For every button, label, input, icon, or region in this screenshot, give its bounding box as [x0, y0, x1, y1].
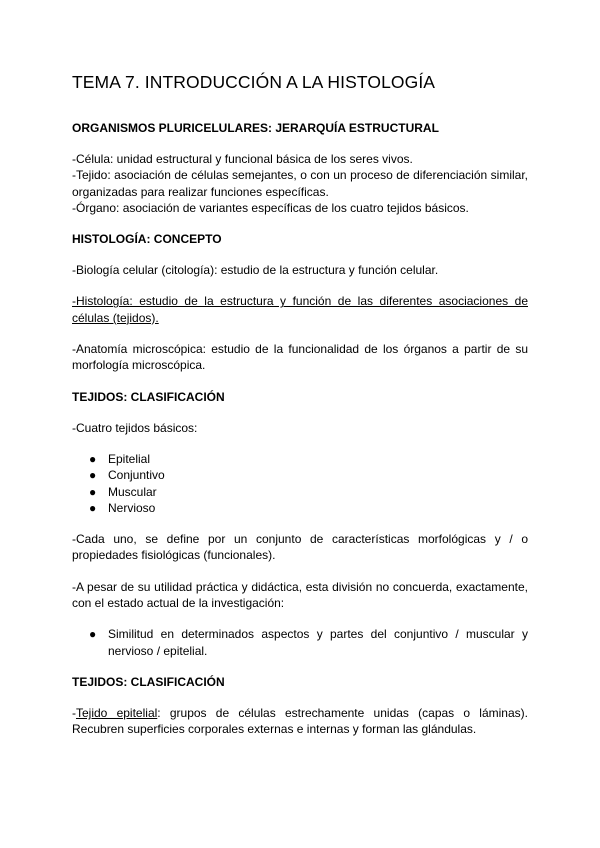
bullet-icon: ●	[89, 500, 97, 515]
definition-organo: -Órgano: asociación de variantes específicas de los cuatro tejidos básicos.	[72, 200, 469, 215]
prefix-dash: -	[72, 705, 76, 720]
paragraph-cuatro-tejidos: -Cuatro tejidos básicos:	[72, 420, 198, 435]
paragraph-cada-uno: -Cada uno, se define por un conjunto de características morfológicas y / o propiedades fisiológicas (funcionales).	[72, 532, 528, 563]
section-heading-tejidos-clasificacion-2: TEJIDOS: CLASIFICACIÓN	[72, 674, 225, 689]
list-item	[72, 451, 528, 467]
list-item-label: Nervioso	[108, 500, 156, 515]
term-tejido-epitelial: Tejido epitelial	[76, 705, 158, 720]
paragraph-a-pesar: -A pesar de su utilidad práctica y didáctica, esta división no concuerda, exactamente, con el estado actual de la investigación:	[72, 579, 528, 611]
section-organismos-body	[72, 151, 528, 216]
similitud-list	[72, 626, 528, 659]
list-item	[72, 484, 528, 500]
bullet-icon: ●	[89, 451, 97, 466]
definition-tejido-epitelial: : grupos de células estrechamente unidas (capas o láminas). Recubren superficies corporales externas e internas y forman las glándulas.	[72, 705, 528, 737]
section-heading-histologia: HISTOLOGÍA: CONCEPTO	[72, 232, 222, 247]
bullet-icon: ●	[89, 484, 97, 499]
list-item-label: Epitelial	[108, 451, 151, 466]
list-item	[72, 626, 528, 659]
definition-tejido: -Tejido: asociación de células semejantes, o con un proceso de diferenciación similar, organizadas para realizar funciones específicas.	[72, 168, 528, 199]
list-item	[72, 467, 528, 483]
list-item-label: Muscular	[108, 484, 157, 499]
document-page	[72, 71, 528, 753]
bullet-icon: ●	[89, 468, 97, 483]
list-item	[72, 500, 528, 516]
paragraph-anatomia-microscopica: -Anatomía microscópica: estudio de la funcionalidad de los órganos a partir de su morfología microscópica.	[72, 342, 528, 373]
definition-celula: -Célula: unidad estructural y funcional básica de los seres vivos.	[72, 152, 413, 166]
paragraph-tejido-epitelial	[72, 705, 528, 738]
paragraph-biologia-celular: -Biología celular (citología): estudio de la estructura y función celular.	[72, 263, 439, 278]
list-item-label: Conjuntivo	[108, 468, 165, 483]
tissue-list	[72, 451, 528, 516]
section-heading-organismos: ORGANISMOS PLURICELULARES: JERARQUÍA ESTRUCTURAL	[72, 121, 439, 135]
paragraph-histologia: -Histología: estudio de la estructura y función de las diferentes asociaciones de células (tejidos).	[72, 294, 528, 325]
bullet-icon: ●	[89, 627, 97, 642]
list-item-label: Similitud en determinados aspectos y partes del conjuntivo / muscular y nervioso / epitelial.	[108, 627, 528, 658]
section-heading-tejidos-clasificacion: TEJIDOS: CLASIFICACIÓN	[72, 389, 225, 404]
document-title: TEMA 7. INTRODUCCIÓN A LA HISTOLOGÍA	[72, 72, 436, 92]
